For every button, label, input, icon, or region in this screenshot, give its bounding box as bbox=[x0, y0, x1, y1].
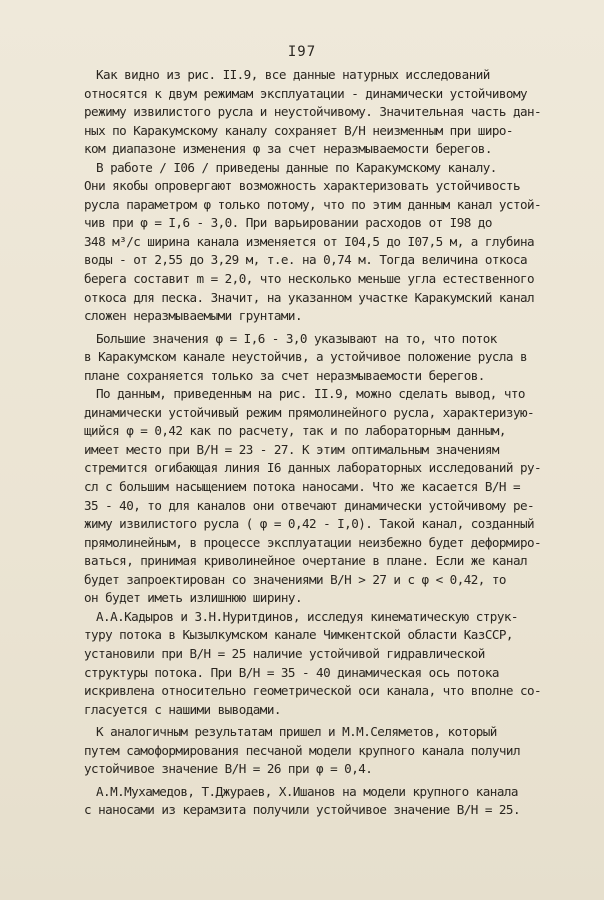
text-line: откоса для песка. Значит, на указанном участке Каракумский канал bbox=[84, 289, 535, 305]
text-line: структуры потока. При B/H = 35 - 40 динамическая ось потока bbox=[84, 664, 499, 680]
text-line: режиму извилистого русла и неустойчивому. Значительная часть дан- bbox=[84, 104, 542, 120]
text-line: он будет иметь излишнюю ширину. bbox=[84, 590, 302, 606]
text-line: По данным, приведенным на рис. II.9, можно сделать вывод, что bbox=[96, 386, 525, 402]
text-line: Большие значения φ = I,6 - 3,0 указывают на то, что поток bbox=[96, 330, 497, 346]
text-line: Как видно из рис. II.9, все данные натурных исследований bbox=[96, 67, 490, 82]
text-line: 35 - 40, то для каналов они отвечают динамически устойчивому ре- bbox=[84, 497, 535, 513]
text-line: ваться, принимая криволинейное очертание в плане. Если же канал bbox=[84, 553, 528, 569]
text-line: воды - от 2,55 до 3,29 м, т.е. на 0,74 м. Тогда величина откоса bbox=[84, 252, 528, 268]
text-line: туру потока в Кызылкумском канале Чимкентской области КазССР, bbox=[84, 627, 513, 643]
text-line: устойчивое значение B/H = 26 при φ = 0,4. bbox=[84, 761, 373, 777]
text-line: жиму извилистого русла ( φ = 0,42 - I,0). Такой канал, созданный bbox=[84, 516, 535, 532]
text-line: щийся φ = 0,42 как по расчету, так и по лабораторным данным, bbox=[84, 423, 506, 439]
text-line: будет запроектирован со значениями B/H > 27 и с φ < 0,42, то bbox=[84, 571, 506, 587]
text-line: сложен неразмываемыми грунтами. bbox=[84, 308, 302, 324]
text-line: Они якобы опровергают возможность характеризовать устойчивость bbox=[84, 178, 520, 194]
text-line: В работе / I06 / приведены данные по Каракумскому каналу. bbox=[96, 159, 497, 175]
text-line: 348 м³/с ширина канала изменяется от I04,5 до I07,5 м, а глубина bbox=[84, 233, 535, 249]
text-line: путем самоформирования песчаной модели крупного канала получил bbox=[84, 742, 520, 758]
text-line: А.М.Мухамедов, Т.Джураев, Х.Ишанов на модели крупного канала bbox=[96, 783, 518, 799]
text-line: имеет место при B/H = 23 - 27. К этим оптимальным значениям bbox=[84, 441, 499, 457]
text-line: прямолинейным, в процессе эксплуатации неизбежно будет деформиро- bbox=[84, 534, 542, 550]
text-line: ком диапазоне изменения φ за счет неразмываемости берегов. bbox=[84, 141, 492, 157]
text-line: относятся к двум режимам эксплуатации - динамически устойчивому bbox=[84, 85, 528, 101]
text-line: в Каракумском канале неустойчив, а устойчивое положение русла в bbox=[84, 349, 528, 365]
text-line: установили при B/H = 25 наличие устойчивой гидравлической bbox=[84, 645, 485, 661]
text-line: К аналогичным результатам пришел и М.М.Селяметов, который bbox=[96, 724, 497, 740]
text-line: с наносами из керамзита получили устойчивое значение B/H = 25. bbox=[84, 802, 520, 818]
body-text bbox=[84, 66, 564, 820]
text-line: динамически устойчивый режим прямолинейного русла, характеризую- bbox=[84, 404, 535, 420]
text-line: берега составит m = 2,0, что несколько меньше угла естественного bbox=[84, 271, 535, 287]
text-line: А.А.Кадыров и З.Н.Нуритдинов, исследуя кинематическую струк- bbox=[96, 608, 518, 624]
text-line: ных по Каракумскому каналу сохраняет B/H неизменным при широ- bbox=[84, 122, 513, 138]
text-line: искривлена относительно геометрической оси канала, что вполне со- bbox=[84, 683, 542, 699]
text-line: гласуется с нашими выводами. bbox=[84, 701, 281, 717]
text-line: стремится огибающая линия I6 данных лабораторных исследований ру- bbox=[84, 460, 542, 476]
text-line: плане сохраняется только за счет неразмываемости берегов. bbox=[84, 367, 485, 383]
text-line: русла параметром φ только потому, что по этим данным канал устой- bbox=[84, 196, 542, 212]
page-number: I97 bbox=[287, 44, 317, 60]
text-line: сл с большим насыщением потока наносами. Что же касается B/H = bbox=[84, 479, 520, 495]
text-line: чив при φ = I,6 - 3,0. При варьировании расходов от I98 до bbox=[84, 215, 492, 231]
